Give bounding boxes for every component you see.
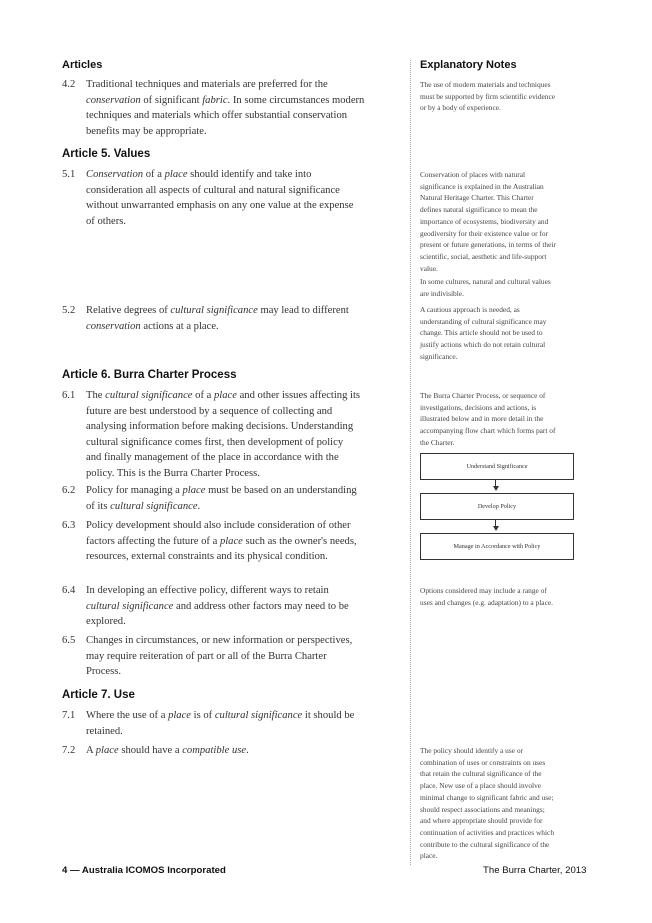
note-4-2: The use of modern materials and techniques must be supported by firm scientific evidence or by a body of experience. — [420, 80, 556, 113]
article-5-2: 5.2 Relative degrees of cultural significance may lead to different conservation actions at a place. — [62, 305, 349, 332]
arrow-down-icon — [493, 526, 499, 531]
column-divider — [410, 60, 411, 865]
article-7-1: 7.1 Where the use of a place is of cultural significance it should be retained. — [62, 710, 355, 737]
article-6-4: 6.4 In developing an effective policy, different ways to retain cultural significance and address other factors may need to be explored. — [62, 585, 349, 628]
note-5-1: Conservation of places with natural significance is explained in the Australian Natural Heritage Charter. This Charter defines natural significance to mean the importance of ecosystems, biodiversity and geodiversity for their existence value or for present or future generations, in terms of their scientific, social, aesthetic and life-support value. — [420, 170, 556, 273]
article-7-2: 7.2 A place should have a compatible use. — [62, 743, 249, 759]
flow-manage-policy: Manage in Accordance with Policy — [420, 533, 574, 560]
note-7-2: The policy should identify a use or combination of uses or constraints on uses that retain the cultural significance of the place. New use of a place should involve minimal change to significant fabric and use; should respect associations and meanings; and where appropriate should provide for continuation of activities and practices which contribute to the cultural significance of the place. — [420, 746, 555, 861]
article-6-2: 6.2 Policy for managing a place must be based on an understanding of its cultural significance. — [62, 485, 357, 512]
articles-heading: Articles — [62, 59, 103, 71]
article-number: 6.4 — [62, 585, 76, 596]
article-number: 4.2 — [62, 79, 76, 90]
article-6-3: 6.3 Policy development should also include consideration of other factors affecting the future of a place such as the owner's needs, resources, external constraints and its physical condition. — [62, 520, 357, 563]
article-6-1: 6.1 The cultural significance of a place and other issues affecting its future are best understood by a sequence of collecting and analysing information before making decisions. Understanding cultural significance comes first, then development of policy and finally management of the place in accordance with the policy. This is the Burra Charter Process. — [62, 390, 361, 479]
article-number: 6.1 — [62, 390, 76, 401]
article-number: 5.1 — [62, 169, 76, 180]
article-7-title: Article 7. Use — [62, 689, 135, 701]
note-6-4: Options considered may include a range of uses and changes (e.g. adaptation) to a place. — [420, 586, 553, 607]
article-6-5: 6.5 Changes in circumstances, or new information or perspectives, may require reiteration of part or all of the Burra Charter Process. — [62, 635, 353, 678]
explanatory-notes-heading: Explanatory Notes — [420, 59, 517, 71]
article-number: 7.1 — [62, 710, 76, 721]
arrow-down-icon — [493, 486, 499, 491]
note-5-2: A cautious approach is needed, as understanding of cultural significance may change. This article should not be used to justify actions which do not retain cultural significance. — [420, 305, 547, 361]
article-number: 6.2 — [62, 485, 76, 496]
article-number: 6.3 — [62, 520, 76, 531]
note-6-1: The Burra Charter Process, or sequence of investigations, decisions and actions, is illustrated below and in more detail in the accompanying flow chart which forms part of the Charter. — [420, 391, 556, 447]
footer-right: The Burra Charter, 2013 — [483, 865, 587, 876]
flow-understand-significance: Understand Significance — [420, 453, 574, 480]
footer-left: 4 — Australia ICOMOS Incorporated — [62, 865, 226, 876]
article-5-1: 5.1 Conservation of a place should identify and take into consideration all aspects of cultural and natural significance without unwarranted emphasis on any one value at the expense of others. — [62, 169, 354, 227]
note-5-1-cultures: In some cultures, natural and cultural values are indivisible. — [420, 277, 551, 298]
article-6-title: Article 6. Burra Charter Process — [62, 369, 237, 381]
article-number: 6.5 — [62, 635, 76, 646]
article-4-2: 4.2 Traditional techniques and materials are preferred for the conservation of significant fabric. In some circumstances modern techniques and materials which offer substantial conservation benefits may be appropriate. — [62, 79, 365, 137]
article-number: 5.2 — [62, 305, 76, 316]
article-number: 7.2 — [62, 745, 76, 756]
flow-develop-policy: Develop Policy — [420, 493, 574, 520]
article-5-title: Article 5. Values — [62, 148, 151, 160]
